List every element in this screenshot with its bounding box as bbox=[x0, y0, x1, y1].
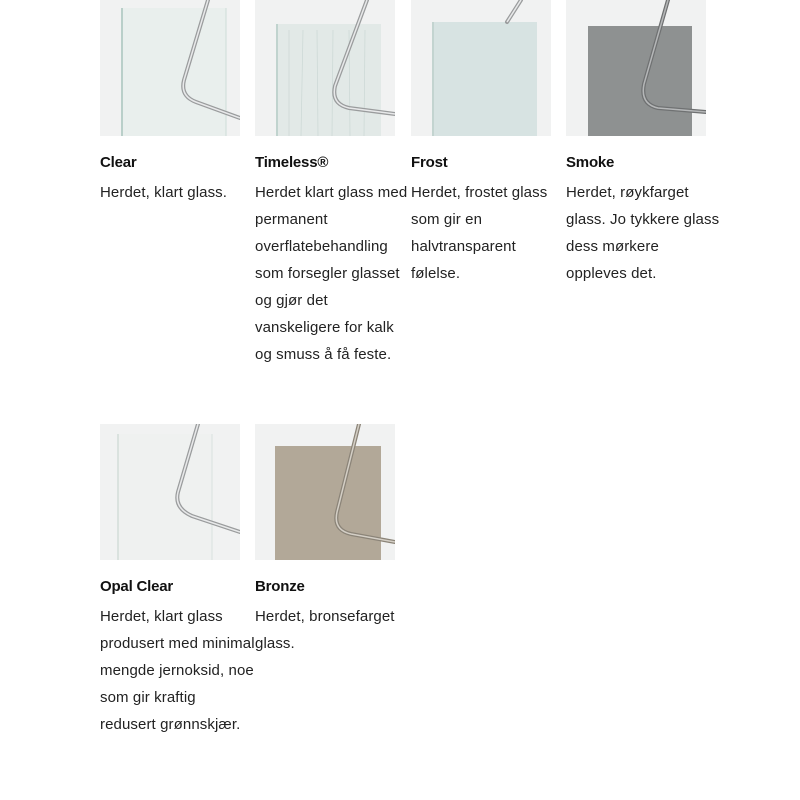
glass-description: Herdet, klart glass produsert med minimal mengde jernoksid, noe som gir kraftig redusert grønnskjær. bbox=[100, 608, 255, 733]
glass-description: Herdet, frostet glass som gir en halvtransparent følelse. bbox=[411, 184, 548, 282]
glass-card-frost[interactable] bbox=[411, 0, 551, 287]
glass-card-timeless[interactable] bbox=[255, 0, 408, 368]
glass-swatch-frost-icon bbox=[411, 0, 551, 136]
glass-description: Herdet, bronsefarget glass. bbox=[255, 608, 395, 652]
glass-title: Bronze bbox=[255, 578, 305, 595]
glass-swatch-opal-clear-icon bbox=[100, 424, 240, 560]
glass-title: Opal Clear bbox=[100, 578, 174, 595]
glass-title: Frost bbox=[411, 154, 448, 171]
glass-card-bronze[interactable] bbox=[255, 424, 395, 657]
glass-swatch-clear-icon bbox=[100, 0, 240, 136]
glass-description: Herdet, klart glass. bbox=[100, 184, 228, 201]
glass-card-clear[interactable] bbox=[100, 0, 240, 206]
glass-description: Herdet klart glass med permanent overflatebehandling som forsegler glasset og gjør det vanskeligere for kalk og smuss å få feste. bbox=[255, 184, 408, 363]
glass-card-smoke[interactable] bbox=[566, 0, 720, 287]
glass-title: Clear bbox=[100, 154, 137, 171]
glass-card-opal-clear[interactable] bbox=[100, 424, 255, 738]
glass-title: Timeless® bbox=[255, 154, 329, 171]
glass-swatch-smoke-icon bbox=[566, 0, 706, 136]
glass-swatch-bronze-icon bbox=[255, 424, 395, 560]
glass-description: Herdet, røykfarget glass. Jo tykkere glass dess mørkere oppleves det. bbox=[566, 184, 720, 282]
glass-swatch-timeless-icon bbox=[255, 0, 395, 136]
glass-title: Smoke bbox=[566, 154, 615, 171]
